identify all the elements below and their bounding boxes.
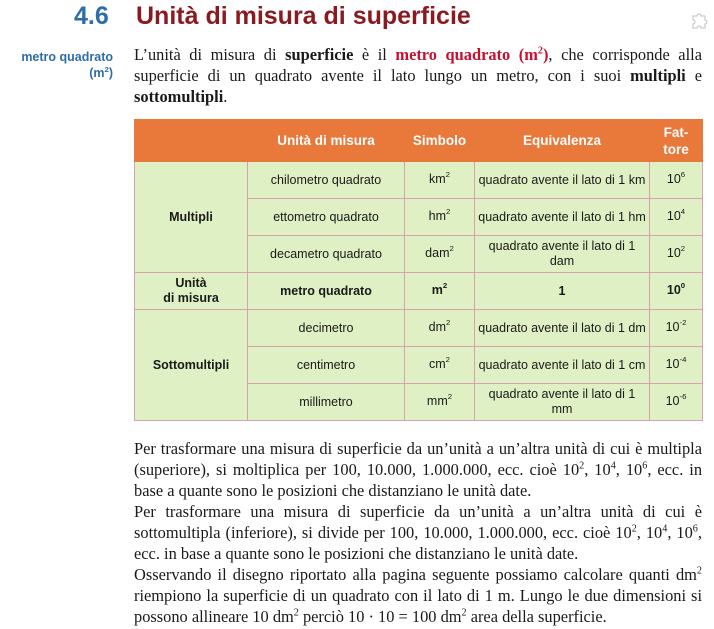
factor-base: 10	[666, 283, 681, 297]
body-exp: 2	[696, 565, 702, 577]
unit-cell: chilometro quadrato	[248, 162, 405, 199]
category-sottomultipli: Sottomultipli	[135, 310, 248, 421]
category-unita: Unità di misura	[135, 273, 248, 310]
body-text-run: , 10	[615, 460, 643, 479]
factor-exp: -2	[679, 318, 687, 327]
intro-text: e	[685, 66, 702, 85]
symbol-cell	[405, 162, 475, 199]
symbol-exp: 2	[449, 244, 454, 253]
factor-exp: 6	[680, 170, 686, 179]
factor-exp: 0	[680, 281, 686, 290]
factor-exp: 2	[680, 244, 686, 253]
factor-exp: 4	[680, 207, 686, 216]
intro-highlight-text: metro quadrato (m	[395, 45, 538, 64]
body-text-run: , ecc. in base a quante sono le posizioni che distanziano le unità date.	[134, 523, 702, 563]
body-text-run: perciò 10 · 10 = 100 dm	[298, 607, 462, 626]
body-exp: 6	[692, 523, 698, 535]
symbol-text: km	[429, 172, 446, 186]
section-number: 4.6	[74, 2, 109, 30]
factor-exp: -4	[679, 355, 687, 364]
body-paragraph-2	[134, 501, 702, 564]
body-text-run: Osservando il disegno riportato alla pagina seguente possiamo calcolare quanti dm	[134, 565, 697, 584]
symbol-text: cm	[429, 357, 446, 371]
symbol-exp: 2	[445, 355, 450, 364]
header-cell-factor: Fat- tore	[650, 120, 703, 162]
body-text-run: , 10	[636, 523, 663, 542]
factor-base: 10	[666, 172, 681, 186]
table-header-row	[135, 120, 703, 162]
body-exp: 2	[293, 607, 299, 619]
equivalence-cell: quadrato avente il lato di 1 mm	[475, 384, 650, 421]
body-paragraph-1	[134, 438, 702, 501]
symbol-text: hm	[428, 209, 447, 223]
symbol-text: dm	[428, 320, 447, 334]
puzzle-icon	[690, 10, 710, 30]
body-exp: 4	[662, 523, 668, 535]
factor-cell	[650, 347, 703, 384]
unit-cell: centimetro	[248, 347, 405, 384]
header-cell-unit: Unità di misura	[248, 120, 405, 162]
symbol-cell	[405, 347, 475, 384]
table-row	[135, 310, 703, 347]
unit-cell: decametro quadrato	[248, 236, 405, 273]
body-text-run: , 10	[667, 523, 693, 542]
intro-text: è il	[353, 45, 396, 64]
symbol-cell	[405, 273, 475, 310]
margin-note-unit-close: )	[108, 66, 113, 80]
factor-exp: -6	[679, 392, 687, 401]
category-multipli: Multipli	[135, 162, 248, 273]
symbol-exp: 2	[442, 281, 448, 290]
unit-cell: metro quadrato	[248, 273, 405, 310]
symbol-cell	[405, 310, 475, 347]
factor-cell	[650, 384, 703, 421]
intro-text: , che corrisponde alla superficie di un quadrato avente il lato lungo un metro, con i suoi	[134, 45, 702, 85]
body-text-run: Per trasformare una misura di superficie da un’unità a un’altra unità di cui è sottomultipla (inferiore), si divide per 100, 10.000, 1.000.000, ecc. cioè 10	[134, 502, 702, 542]
body-exp: 2	[461, 607, 467, 619]
body-exp: 6	[642, 460, 648, 472]
margin-note-unit: (m	[89, 66, 105, 80]
equivalence-cell: quadrato avente il lato di 1 dm	[475, 310, 650, 347]
margin-note	[6, 49, 113, 81]
symbol-cell	[405, 236, 475, 273]
intro-highlight-exp: 2	[537, 45, 543, 57]
factor-cell	[650, 310, 703, 347]
header-cell-symbol: Simbolo	[405, 120, 475, 162]
body-text-run: , 10	[584, 460, 611, 479]
equivalence-cell: quadrato avente il lato di 1 hm	[475, 199, 650, 236]
section-title: Unità di misura di superficie	[136, 2, 471, 30]
equivalence-cell: quadrato avente il lato di 1 cm	[475, 347, 650, 384]
equivalence-cell: quadrato avente il lato di 1 km	[475, 162, 650, 199]
symbol-exp: 2	[446, 318, 451, 327]
symbol-exp: 2	[446, 207, 451, 216]
intro-paragraph	[134, 44, 702, 107]
symbol-text: mm	[426, 394, 448, 408]
equivalence-cell: quadrato avente il lato di 1 dam	[475, 236, 650, 273]
factor-base: 10	[666, 246, 681, 260]
intro-bold-sottomultipli: sottomultipli	[134, 87, 224, 106]
symbol-exp: 2	[445, 170, 450, 179]
margin-note-unit-exp: 2	[104, 64, 109, 74]
body-text	[134, 438, 702, 627]
factor-cell	[650, 162, 703, 199]
body-paragraph-3	[134, 564, 702, 627]
symbol-cell	[405, 384, 475, 421]
unit-cell: decimetro	[248, 310, 405, 347]
factor-base: 10	[665, 394, 680, 408]
header-cell-category	[135, 120, 248, 162]
body-text-run: riempiono la superficie di un quadrato con il lato di 1 m. Lungo le due dimensioni si possono allineare 10 dm	[134, 586, 702, 626]
units-table	[134, 119, 703, 421]
body-text-run: , ecc. in base a quante sono le posizioni che distanziano le unità date.	[134, 460, 703, 500]
factor-cell	[650, 236, 703, 273]
equivalence-cell: 1	[475, 273, 650, 310]
intro-highlight	[395, 45, 548, 64]
intro-text: .	[223, 87, 228, 106]
unit-cell: millimetro	[248, 384, 405, 421]
body-exp: 2	[631, 523, 637, 535]
intro-bold-superficie: superficie	[285, 45, 354, 64]
unit-cell: ettometro quadrato	[248, 199, 405, 236]
factor-base: 10	[665, 320, 680, 334]
body-exp: 4	[610, 460, 616, 472]
factor-cell	[650, 199, 703, 236]
symbol-exp: 2	[447, 392, 453, 401]
symbol-text: m	[431, 283, 443, 297]
factor-base: 10	[666, 209, 681, 223]
table-row-main-unit	[135, 273, 703, 310]
body-text-run: area della superficie.	[466, 607, 607, 626]
body-exp: 2	[579, 460, 585, 472]
factor-cell	[650, 273, 703, 310]
body-text-run: Per trasformare una misura di superficie da un’unità a un’altra unità di cui è multipla (superiore), si moltiplica per 100, 10.000, 1.000.000, ecc. cioè 10	[134, 439, 702, 479]
intro-highlight-close: )	[542, 45, 549, 64]
intro-bold-multipli: multipli	[630, 66, 686, 85]
symbol-text: dam	[425, 246, 450, 260]
table-row	[135, 162, 703, 199]
header-cell-equivalence: Equivalenza	[475, 120, 650, 162]
margin-note-text: metro quadrato	[21, 50, 113, 64]
symbol-cell	[405, 199, 475, 236]
factor-base: 10	[665, 357, 680, 371]
intro-text: L’unità di misura di	[134, 45, 286, 64]
